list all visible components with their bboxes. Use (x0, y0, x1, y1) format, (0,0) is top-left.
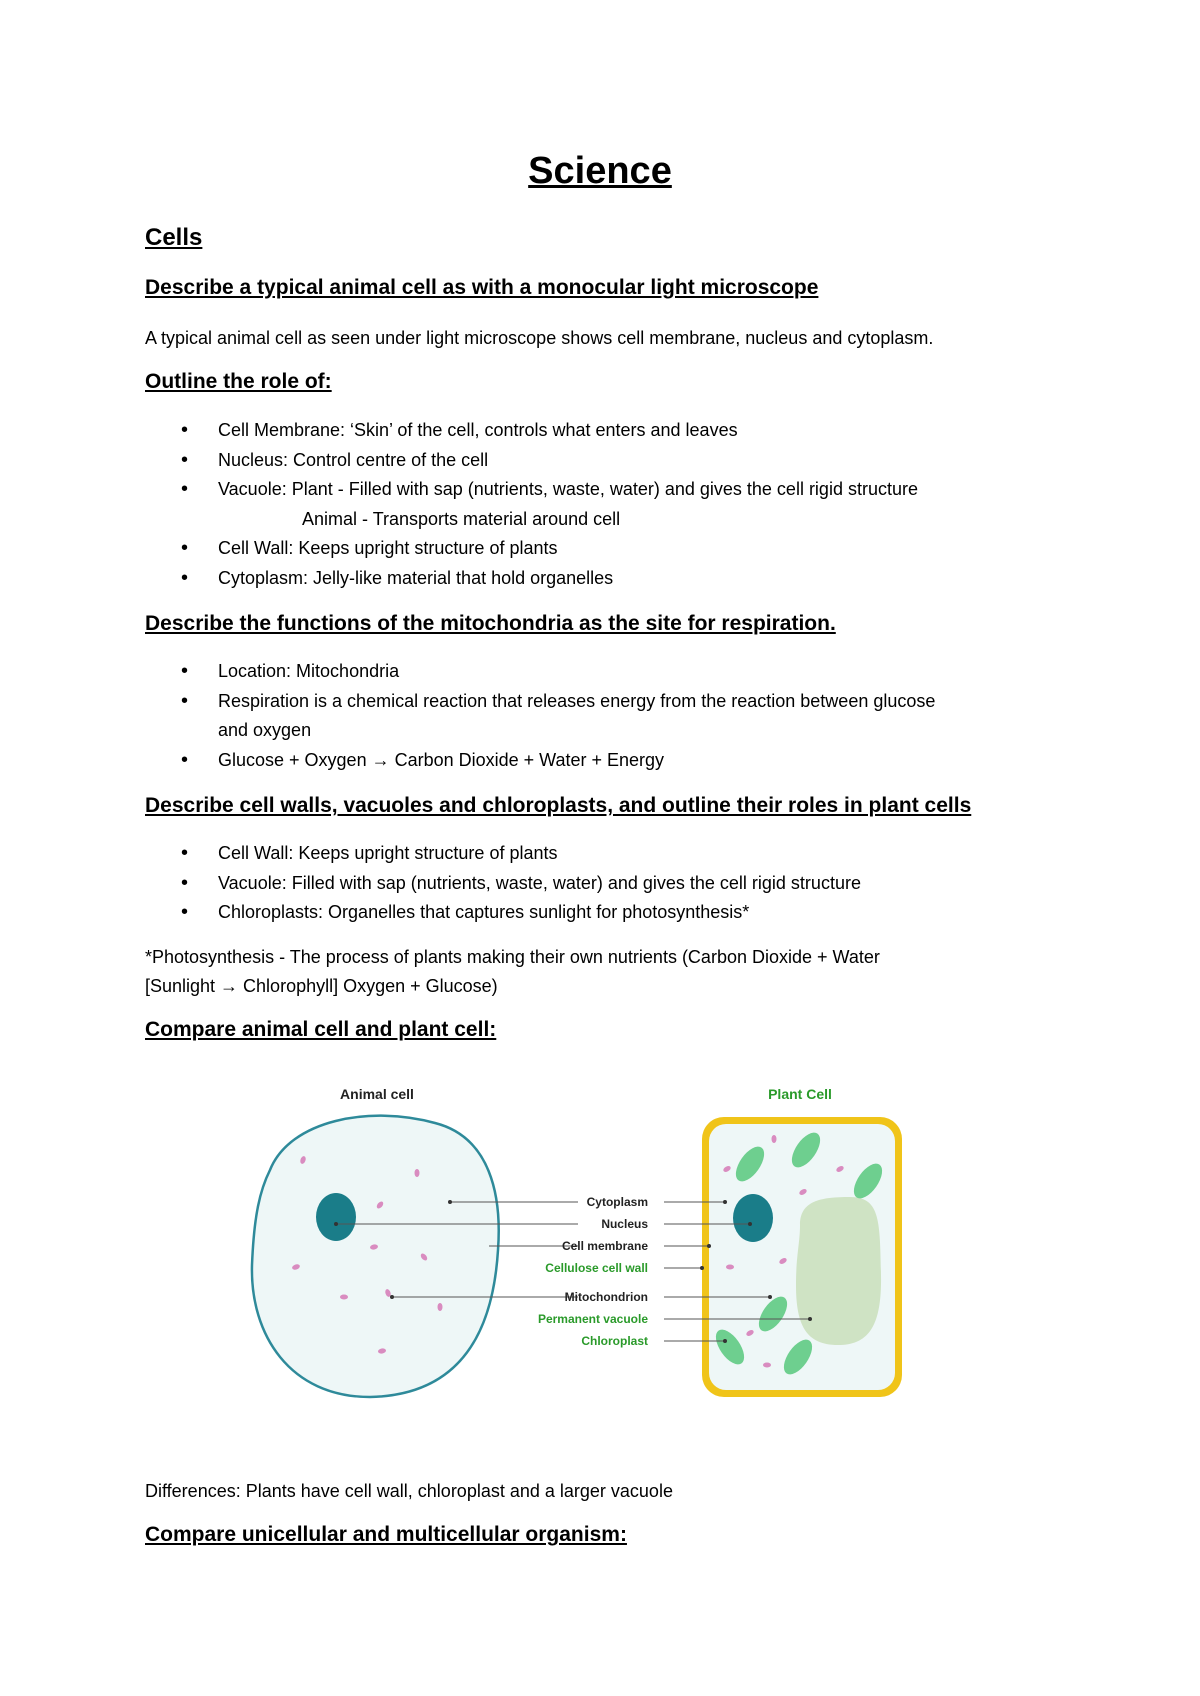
animal-cell-membrane (252, 1116, 499, 1397)
animal-nucleus (316, 1193, 356, 1241)
differences-text: Differences: Plants have cell wall, chloroplast and a larger vacuole (145, 1481, 673, 1501)
label-cytoplasm: Cytoplasm (586, 1195, 648, 1209)
heading-unicellular-multicellular: Compare unicellular and multicellular organism: (145, 1523, 627, 1546)
heading-plant-organelles: Describe cell walls, vacuoles and chloroplasts, and outline their roles in plant cells (145, 794, 972, 817)
heading-animal-cell-microscope: Describe a typical animal cell as with a monocular light microscope (145, 276, 819, 299)
mitochondria-list (145, 657, 935, 775)
list-item-continuation: and oxygen (218, 720, 312, 740)
plant-cell-title: Plant Cell (768, 1086, 832, 1102)
list-item: • Nucleus: Control centre of the cell (145, 446, 918, 476)
section-heading-cells: Cells (145, 224, 203, 251)
heading-compare-cells: Compare animal cell and plant cell: (145, 1018, 497, 1041)
list-item: • Cytoplasm: Jelly-like material that hold organelles (145, 564, 918, 594)
plant-nucleus (733, 1194, 773, 1242)
list-item: • Location: Mitochondria (145, 657, 935, 687)
list-item: • Vacuole: Filled with sap (nutrients, waste, water) and gives the cell rigid structure (145, 869, 861, 899)
list-item: • Cell Wall: Keeps upright structure of plants (145, 839, 861, 869)
plant-organelle-list (145, 839, 861, 928)
label-cellulose-cell-wall: Cellulose cell wall (545, 1261, 648, 1275)
cell-comparison-diagram (240, 1075, 920, 1415)
heading-outline-role: Outline the role of: (145, 370, 332, 393)
label-chloroplast: Chloroplast (581, 1334, 648, 1348)
page-title: Science (528, 150, 672, 192)
label-cell-membrane: Cell membrane (561, 1239, 648, 1253)
photosynthesis-note-line2: [Sunlight → Chlorophyll] Oxygen + Glucose) (145, 976, 498, 996)
label-nucleus: Nucleus (601, 1217, 648, 1231)
vacuole-animal-line: Animal - Transports material around cell (302, 508, 621, 529)
heading-mitochondria: Describe the functions of the mitochondria as the site for respiration. (145, 612, 836, 635)
plant-vacuole (796, 1197, 881, 1345)
photosynthesis-note-line1: *Photosynthesis - The process of plants making their own nutrients (Carbon Dioxide + Water (145, 947, 880, 967)
answer-animal-cell: A typical animal cell as seen under light microscope shows cell membrane, nucleus and cytoplasm. (145, 328, 934, 348)
animal-cell-title: Animal cell (340, 1086, 414, 1102)
list-item: • Glucose + Oxygen → Carbon Dioxide + Water + Energy (145, 746, 935, 776)
list-item: • Vacuole: Plant - Filled with sap (nutrients, waste, water) and gives the cell rigid structure (145, 475, 918, 505)
list-item: • Cell Membrane: ‘Skin’ of the cell, controls what enters and leaves (145, 416, 918, 446)
label-mitochondrion: Mitochondrion (564, 1290, 648, 1304)
label-permanent-vacuole: Permanent vacuole (537, 1312, 648, 1326)
list-item: • Chloroplasts: Organelles that captures sunlight for photosynthesis* (145, 898, 861, 928)
role-list (145, 416, 918, 593)
list-item: • Respiration is a chemical reaction that releases energy from the reaction between glucose (145, 687, 935, 717)
list-item: • Cell Wall: Keeps upright structure of plants (145, 534, 918, 564)
